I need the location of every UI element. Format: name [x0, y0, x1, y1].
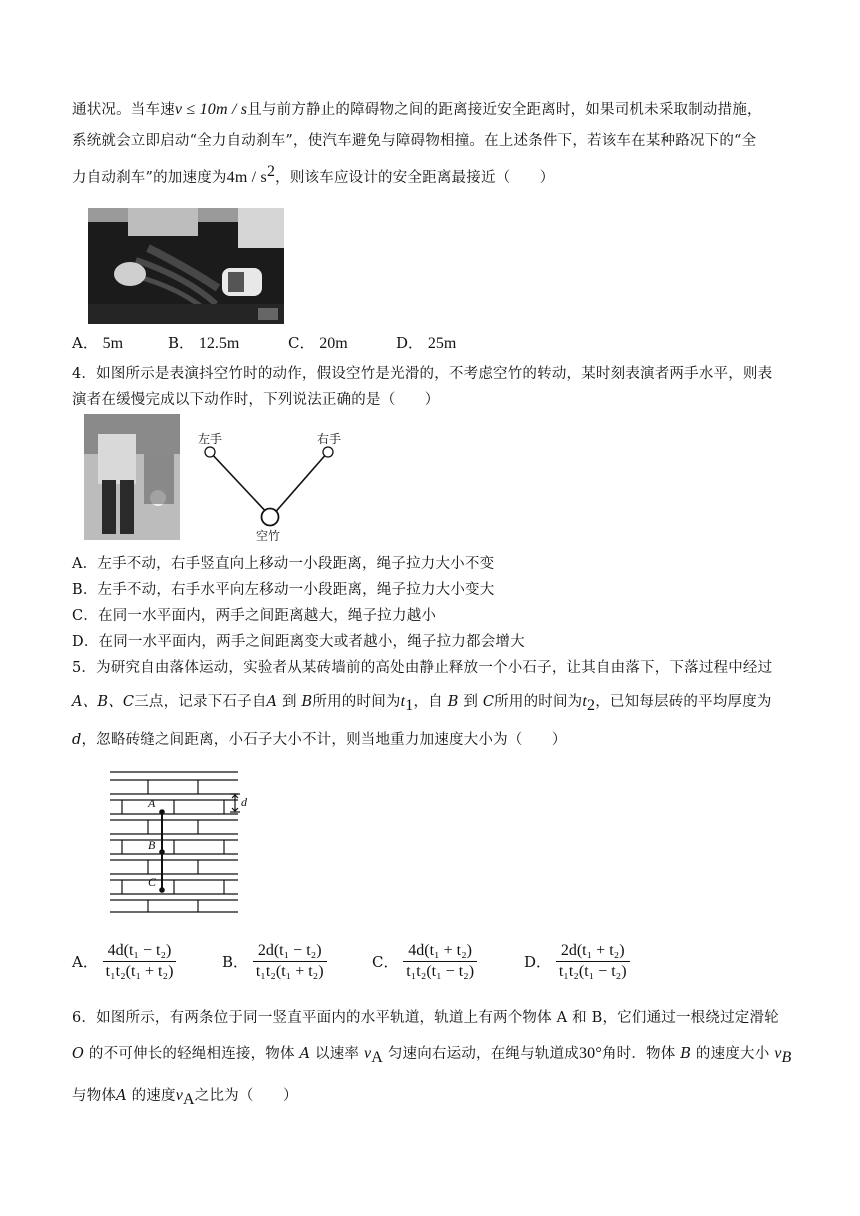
point-b-dot	[159, 849, 165, 855]
q6-text: 以速率	[315, 1046, 360, 1062]
option-letter: A．	[72, 953, 98, 971]
option-letter: B．	[222, 953, 249, 971]
q5-text: 所用的时间为	[494, 694, 583, 710]
pulley-o: O	[72, 1046, 85, 1062]
object-a: A	[116, 1088, 127, 1104]
point-b: B	[301, 694, 313, 710]
q3-line-2: 系统就会立即启动“全力自动刹车”，使汽车避免与障碍物相撞。在上述条件下，若该车在某种路况下的“全	[72, 133, 757, 149]
option-letter: B．	[168, 334, 195, 352]
q6-text: 与物体	[72, 1088, 117, 1104]
left-hand-marker	[205, 447, 215, 457]
fraction-numerator: 2d(t₁ + t₂)	[556, 942, 630, 962]
angle-value: 30°	[578, 1045, 602, 1062]
q5-line-3	[72, 728, 567, 749]
q5-text: 到	[282, 694, 297, 710]
q6-text: 的速度大小	[695, 1046, 770, 1062]
acceleration-exponent: 2	[266, 163, 276, 180]
label-c: C	[148, 875, 157, 889]
q5-option-b	[222, 942, 327, 981]
q5-text: ，已知每层砖的平均厚度为	[595, 694, 772, 710]
q5-option-d	[524, 942, 630, 981]
q3-option-b	[168, 332, 239, 353]
va-symbol: v	[175, 1087, 184, 1104]
q3-line-3	[72, 163, 554, 187]
q5-text: ，自	[413, 694, 443, 710]
option-fraction	[103, 942, 177, 981]
points-abc: A、B、C	[72, 694, 135, 710]
point-b: B	[447, 694, 459, 710]
q6-text: 的速度	[131, 1088, 176, 1104]
q4-line-2: 演者在缓慢完成以下动作时，下列说法正确的是（ ）	[72, 392, 440, 408]
fraction-numerator: 2d(t₁ − t₂)	[253, 942, 327, 962]
va-subscript: A	[183, 1090, 195, 1108]
left-hand-label: 左手	[198, 432, 223, 446]
q5-option-c	[372, 942, 477, 981]
option-fraction	[253, 942, 327, 981]
q5-text: ，忽略砖缝之间距离，小石子大小不计，则当地重力加速度大小为（ ）	[81, 732, 567, 748]
acceleration-value: 4m / s	[226, 168, 267, 186]
vb-symbol: v	[774, 1045, 782, 1062]
label-b: B	[148, 838, 156, 852]
brick-wall-diagram	[108, 768, 256, 916]
q3-option-c	[288, 332, 348, 353]
t1-subscript: 1	[405, 696, 414, 714]
q6-text: 之比为（ ）	[194, 1088, 298, 1104]
q5-text: 三点，记录下石子自	[134, 694, 267, 710]
label-d: d	[241, 795, 247, 809]
option-value: 25m	[427, 335, 457, 352]
option-value: 12.5m	[198, 335, 240, 352]
label-a: A	[148, 796, 156, 810]
point-c-dot	[159, 887, 165, 893]
q3-text: 且与前方静止的障碍物之间的距离接近安全距离时，如果司机未采取制动措施，	[247, 102, 762, 118]
car-sensor-illustration	[88, 208, 284, 324]
q5-line-2	[72, 690, 772, 715]
q5-line-1: 5．为研究自由落体运动，实验者从某砖墙前的高处由静止释放一个小石子，让其自由落下，下落过程中经过	[72, 660, 773, 676]
q3-option-a	[72, 332, 123, 353]
vb-subscript: B	[781, 1048, 792, 1066]
q6-line-1: 6．如图所示，有两条位于同一竖直平面内的水平轨道，轨道上有两个物体 A 和 B，它们通过一根绕过定滑轮	[72, 1010, 779, 1026]
diabolo-performer-photo	[84, 414, 180, 540]
option-fraction	[403, 942, 477, 981]
option-letter: D．	[524, 953, 552, 971]
car-sensor-photo	[88, 208, 284, 324]
q4-option-d: D．在同一水平面内，两手之间距离变大或者越小，绳子拉力都会增大	[72, 634, 525, 650]
option-value: 5m	[102, 335, 124, 352]
performer-illustration	[84, 414, 180, 540]
q6-text: 匀速向右运动，在绳与轨道成	[387, 1046, 579, 1062]
va-subscript: A	[371, 1048, 384, 1066]
option-value: 20m	[319, 335, 348, 352]
q4-line-1: 4．如图所示是表演抖空竹时的动作，假设空竹是光滑的，不考虑空竹的转动，某时刻表演者两手水平，则表	[72, 366, 773, 382]
speed-condition: v ≤ 10m / s	[174, 101, 248, 118]
fraction-denominator: t₁t₂(t₁ + t₂)	[255, 963, 324, 980]
q3-text: ，则该车应设计的安全距离最接近（ ）	[275, 169, 555, 186]
t1-symbol: t	[400, 693, 406, 710]
q5-text: 所用的时间为	[312, 694, 401, 710]
option-fraction	[556, 942, 630, 981]
brick-thickness-symbol: d	[72, 732, 82, 748]
q6-line-3	[72, 1084, 298, 1109]
point-a-dot	[159, 809, 165, 815]
point-a: A	[266, 694, 278, 710]
q4-option-a: A．左手不动，右手竖直向上移动一小段距离，绳子拉力大小不变	[72, 556, 495, 572]
option-letter: D．	[396, 334, 424, 352]
left-rope	[210, 452, 270, 516]
t2-symbol: t	[582, 693, 588, 710]
right-hand-marker	[323, 447, 333, 457]
q4-option-b: B．左手不动，右手水平向左移动一小段距离，绳子拉力大小变大	[72, 582, 495, 598]
object-b: B	[680, 1046, 692, 1062]
right-hand-label: 右手	[317, 432, 342, 446]
fraction-numerator: 4d(t₁ + t₂)	[403, 942, 477, 962]
fraction-denominator: t₁t₂(t₁ − t₂)	[406, 963, 475, 980]
option-letter: C．	[372, 953, 399, 971]
fraction-denominator: t₁t₂(t₁ + t₂)	[105, 963, 174, 980]
q3-line-1	[72, 98, 762, 119]
right-rope	[272, 452, 328, 516]
q3-text: 通状况。当车速	[72, 102, 175, 118]
q3-text: 力自动刹车”的加速度为	[72, 169, 227, 186]
q6-text: 的不可伸长的轻绳相连接，物体	[88, 1046, 295, 1062]
point-c: C	[482, 694, 495, 710]
diabolo-label: 空竹	[256, 529, 281, 543]
q3-option-d	[396, 332, 456, 353]
fraction-denominator: t₁t₂(t₁ − t₂)	[558, 963, 627, 980]
q4-option-c: C．在同一水平面内，两手之间距离越大，绳子拉力越小	[72, 608, 437, 624]
q5-option-a	[72, 942, 176, 981]
diabolo-circle	[262, 509, 279, 526]
object-a: A	[299, 1046, 311, 1062]
option-letter: A．	[72, 334, 98, 352]
q5-text: 到	[463, 694, 479, 710]
q6-line-2	[72, 1042, 792, 1067]
option-letter: C．	[288, 334, 315, 352]
q6-text: 角时．物体	[601, 1046, 676, 1062]
va-symbol: v	[363, 1045, 372, 1062]
t2-subscript: 2	[587, 696, 596, 714]
fraction-numerator: 4d(t₁ − t₂)	[103, 942, 177, 962]
